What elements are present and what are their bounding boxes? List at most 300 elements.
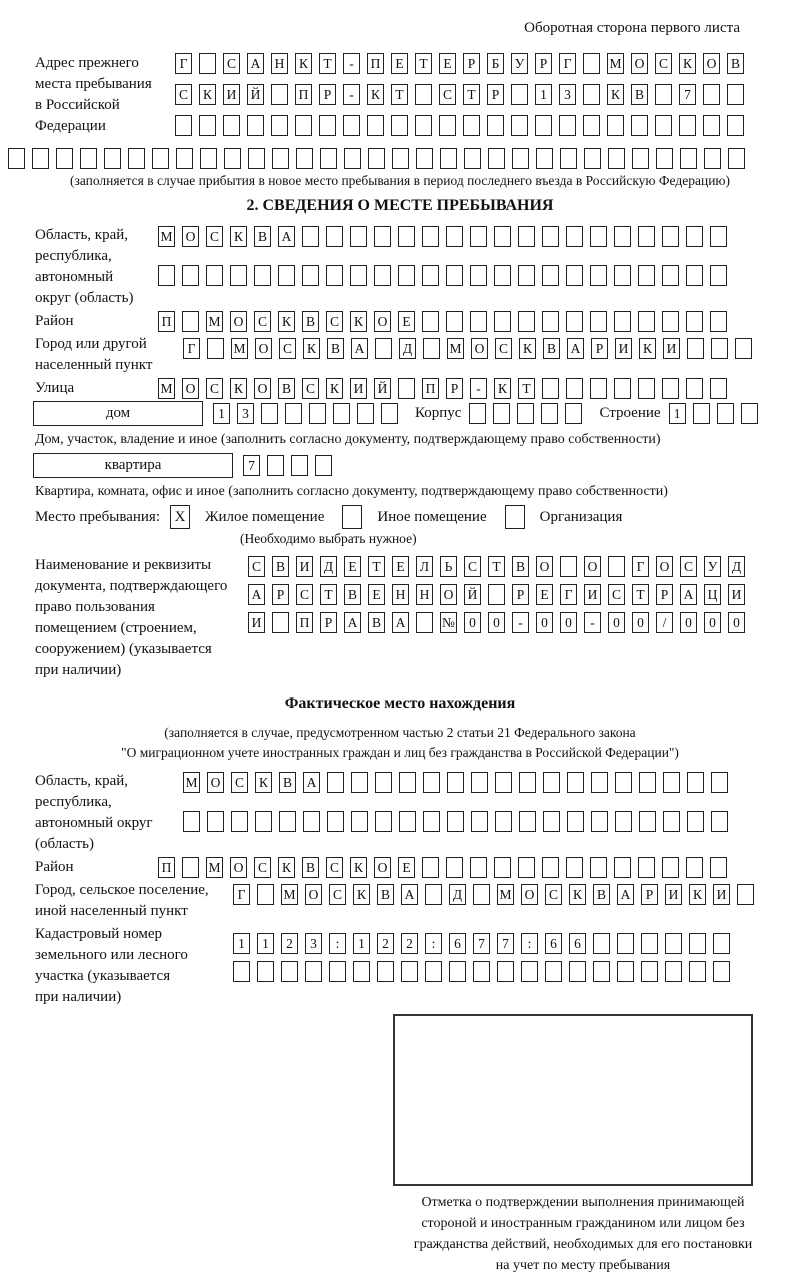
char-box[interactable] xyxy=(663,772,680,793)
char-box[interactable] xyxy=(521,961,538,982)
char-box[interactable]: С xyxy=(464,556,481,577)
char-box[interactable] xyxy=(469,403,486,424)
char-box[interactable] xyxy=(183,811,200,832)
char-box[interactable]: У xyxy=(511,53,528,74)
char-box[interactable] xyxy=(303,811,320,832)
char-box[interactable] xyxy=(566,378,583,399)
char-box[interactable] xyxy=(128,148,145,169)
char-box[interactable]: К xyxy=(607,84,624,105)
char-box[interactable] xyxy=(471,811,488,832)
char-box[interactable]: С xyxy=(495,338,512,359)
char-box[interactable]: М xyxy=(497,884,514,905)
char-box[interactable] xyxy=(686,226,703,247)
char-box[interactable]: 6 xyxy=(569,933,586,954)
char-box[interactable]: С xyxy=(326,857,343,878)
char-box[interactable]: Т xyxy=(488,556,505,577)
char-box[interactable] xyxy=(639,772,656,793)
char-box[interactable]: А xyxy=(680,584,697,605)
char-box[interactable]: М xyxy=(183,772,200,793)
char-box[interactable]: 0 xyxy=(608,612,625,633)
char-box[interactable] xyxy=(449,961,466,982)
char-box[interactable]: Й xyxy=(464,584,481,605)
char-box[interactable] xyxy=(439,115,456,136)
char-box[interactable]: Р xyxy=(641,884,658,905)
char-box[interactable] xyxy=(200,148,217,169)
char-box[interactable] xyxy=(567,772,584,793)
char-box[interactable]: : xyxy=(425,933,442,954)
char-box[interactable]: С xyxy=(248,556,265,577)
char-box[interactable]: Д xyxy=(728,556,745,577)
char-box[interactable] xyxy=(711,772,728,793)
char-box[interactable] xyxy=(271,84,288,105)
char-box[interactable] xyxy=(182,311,199,332)
char-box[interactable] xyxy=(374,226,391,247)
char-box[interactable] xyxy=(375,811,392,832)
char-box[interactable]: 7 xyxy=(473,933,490,954)
korpus-cells[interactable] xyxy=(469,403,589,424)
char-box[interactable] xyxy=(231,811,248,832)
char-box[interactable]: Г xyxy=(183,338,200,359)
char-box[interactable]: - xyxy=(584,612,601,633)
char-box[interactable]: 1 xyxy=(535,84,552,105)
char-box[interactable] xyxy=(536,148,553,169)
char-box[interactable] xyxy=(399,811,416,832)
char-box[interactable] xyxy=(617,933,634,954)
char-box[interactable] xyxy=(542,311,559,332)
char-box[interactable]: 1 xyxy=(353,933,370,954)
char-box[interactable] xyxy=(422,311,439,332)
char-box[interactable] xyxy=(329,961,346,982)
char-box[interactable]: Ц xyxy=(704,584,721,605)
char-box[interactable] xyxy=(710,378,727,399)
char-box[interactable] xyxy=(689,933,706,954)
char-box[interactable]: М xyxy=(206,311,223,332)
char-box[interactable] xyxy=(279,811,296,832)
char-box[interactable] xyxy=(401,961,418,982)
char-box[interactable]: 0 xyxy=(536,612,553,633)
char-box[interactable]: С xyxy=(302,378,319,399)
char-box[interactable]: 1 xyxy=(669,403,686,424)
char-box[interactable] xyxy=(176,148,193,169)
char-box[interactable]: Т xyxy=(320,584,337,605)
char-box[interactable]: М xyxy=(206,857,223,878)
char-box[interactable] xyxy=(375,338,392,359)
char-box[interactable] xyxy=(494,226,511,247)
fact-oblast-row-2[interactable] xyxy=(183,811,735,832)
previous-address-row-4[interactable] xyxy=(8,148,792,169)
char-box[interactable] xyxy=(206,265,223,286)
char-box[interactable] xyxy=(687,338,704,359)
char-box[interactable] xyxy=(56,148,73,169)
char-box[interactable] xyxy=(662,857,679,878)
char-box[interactable]: С xyxy=(329,884,346,905)
char-box[interactable] xyxy=(302,265,319,286)
char-box[interactable] xyxy=(487,115,504,136)
char-box[interactable]: П xyxy=(422,378,439,399)
char-box[interactable]: У xyxy=(704,556,721,577)
char-box[interactable]: К xyxy=(569,884,586,905)
char-box[interactable]: А xyxy=(392,612,409,633)
char-box[interactable]: № xyxy=(440,612,457,633)
char-box[interactable] xyxy=(591,811,608,832)
char-box[interactable] xyxy=(511,115,528,136)
char-box[interactable] xyxy=(686,857,703,878)
char-box[interactable]: Р xyxy=(656,584,673,605)
char-box[interactable] xyxy=(545,961,562,982)
char-box[interactable] xyxy=(182,857,199,878)
document-row-1[interactable] xyxy=(248,556,752,577)
char-box[interactable]: 0 xyxy=(632,612,649,633)
char-box[interactable] xyxy=(357,403,374,424)
char-box[interactable] xyxy=(727,84,744,105)
char-box[interactable] xyxy=(320,148,337,169)
char-box[interactable] xyxy=(495,811,512,832)
char-box[interactable] xyxy=(158,265,175,286)
char-box[interactable] xyxy=(728,148,745,169)
char-box[interactable]: Д xyxy=(449,884,466,905)
char-box[interactable] xyxy=(686,311,703,332)
char-box[interactable] xyxy=(233,961,250,982)
char-box[interactable]: К xyxy=(689,884,706,905)
char-box[interactable] xyxy=(607,115,624,136)
char-box[interactable]: 0 xyxy=(560,612,577,633)
char-box[interactable]: 6 xyxy=(545,933,562,954)
char-box[interactable] xyxy=(285,403,302,424)
char-box[interactable] xyxy=(560,148,577,169)
char-box[interactable]: / xyxy=(656,612,673,633)
char-box[interactable] xyxy=(615,811,632,832)
char-box[interactable]: И xyxy=(223,84,240,105)
char-box[interactable]: Г xyxy=(559,53,576,74)
char-box[interactable]: М xyxy=(158,378,175,399)
char-box[interactable]: Е xyxy=(344,556,361,577)
char-box[interactable]: - xyxy=(470,378,487,399)
char-box[interactable] xyxy=(614,857,631,878)
char-box[interactable] xyxy=(272,148,289,169)
char-box[interactable]: Н xyxy=(271,53,288,74)
char-box[interactable] xyxy=(248,148,265,169)
char-box[interactable] xyxy=(377,961,394,982)
char-box[interactable] xyxy=(497,961,514,982)
char-box[interactable] xyxy=(291,455,308,476)
char-box[interactable] xyxy=(583,53,600,74)
char-box[interactable] xyxy=(614,378,631,399)
char-box[interactable]: В xyxy=(543,338,560,359)
char-box[interactable] xyxy=(608,556,625,577)
char-box[interactable] xyxy=(254,265,271,286)
char-box[interactable]: Р xyxy=(319,84,336,105)
char-box[interactable]: 0 xyxy=(728,612,745,633)
char-box[interactable] xyxy=(686,378,703,399)
char-box[interactable] xyxy=(542,857,559,878)
char-box[interactable]: Н xyxy=(416,584,433,605)
char-box[interactable]: О xyxy=(471,338,488,359)
char-box[interactable] xyxy=(517,403,534,424)
char-box[interactable] xyxy=(207,338,224,359)
char-box[interactable] xyxy=(255,811,272,832)
char-box[interactable]: Р xyxy=(535,53,552,74)
char-box[interactable] xyxy=(281,961,298,982)
char-box[interactable]: Ь xyxy=(440,556,457,577)
char-box[interactable] xyxy=(662,311,679,332)
char-box[interactable] xyxy=(542,226,559,247)
char-box[interactable]: 1 xyxy=(233,933,250,954)
char-box[interactable] xyxy=(704,148,721,169)
fact-kadastr-row-2[interactable] xyxy=(233,961,737,982)
char-box[interactable] xyxy=(224,148,241,169)
char-box[interactable] xyxy=(473,884,490,905)
char-box[interactable] xyxy=(399,772,416,793)
char-box[interactable]: М xyxy=(281,884,298,905)
char-box[interactable] xyxy=(416,148,433,169)
char-box[interactable] xyxy=(464,148,481,169)
char-box[interactable]: С xyxy=(206,378,223,399)
char-box[interactable] xyxy=(32,148,49,169)
char-box[interactable] xyxy=(199,53,216,74)
char-box[interactable] xyxy=(631,115,648,136)
char-box[interactable]: Б xyxy=(487,53,504,74)
stay-type-other-checkbox[interactable] xyxy=(342,505,369,529)
char-box[interactable]: В xyxy=(344,584,361,605)
char-box[interactable]: А xyxy=(303,772,320,793)
char-box[interactable] xyxy=(711,338,728,359)
char-box[interactable] xyxy=(656,148,673,169)
kvartira-field[interactable]: квартира xyxy=(33,453,233,478)
char-box[interactable]: Т xyxy=(415,53,432,74)
char-box[interactable] xyxy=(381,403,398,424)
char-box[interactable] xyxy=(305,961,322,982)
char-box[interactable]: М xyxy=(607,53,624,74)
char-box[interactable] xyxy=(327,811,344,832)
char-box[interactable]: К xyxy=(255,772,272,793)
char-box[interactable] xyxy=(367,115,384,136)
char-box[interactable]: К xyxy=(326,378,343,399)
char-box[interactable]: И xyxy=(584,584,601,605)
char-box[interactable]: С xyxy=(254,311,271,332)
char-box[interactable] xyxy=(398,378,415,399)
char-box[interactable] xyxy=(440,148,457,169)
char-box[interactable]: К xyxy=(350,857,367,878)
char-box[interactable]: П xyxy=(367,53,384,74)
char-box[interactable]: А xyxy=(351,338,368,359)
char-box[interactable]: И xyxy=(296,556,313,577)
char-box[interactable]: О xyxy=(374,857,391,878)
char-box[interactable]: М xyxy=(447,338,464,359)
char-box[interactable]: В xyxy=(368,612,385,633)
char-box[interactable] xyxy=(655,115,672,136)
char-box[interactable] xyxy=(727,115,744,136)
char-box[interactable] xyxy=(423,811,440,832)
char-box[interactable] xyxy=(590,311,607,332)
char-box[interactable]: П xyxy=(296,612,313,633)
previous-address-row-3[interactable] xyxy=(175,115,751,136)
char-box[interactable]: К xyxy=(199,84,216,105)
char-box[interactable]: О xyxy=(703,53,720,74)
char-box[interactable] xyxy=(519,811,536,832)
char-box[interactable]: - xyxy=(512,612,529,633)
char-box[interactable] xyxy=(663,811,680,832)
char-box[interactable] xyxy=(319,115,336,136)
char-box[interactable] xyxy=(423,338,440,359)
char-box[interactable] xyxy=(343,115,360,136)
char-box[interactable] xyxy=(446,265,463,286)
char-box[interactable] xyxy=(662,378,679,399)
char-box[interactable]: Е xyxy=(398,857,415,878)
char-box[interactable]: В xyxy=(512,556,529,577)
char-box[interactable] xyxy=(374,265,391,286)
char-box[interactable]: О xyxy=(182,226,199,247)
char-box[interactable]: В xyxy=(302,311,319,332)
char-box[interactable] xyxy=(295,115,312,136)
char-box[interactable]: О xyxy=(230,311,247,332)
char-box[interactable] xyxy=(350,226,367,247)
stroenie-cells[interactable] xyxy=(669,403,765,424)
char-box[interactable] xyxy=(175,115,192,136)
char-box[interactable] xyxy=(615,772,632,793)
char-box[interactable] xyxy=(737,884,754,905)
char-box[interactable] xyxy=(326,265,343,286)
char-box[interactable] xyxy=(567,811,584,832)
char-box[interactable] xyxy=(711,811,728,832)
char-box[interactable] xyxy=(713,933,730,954)
char-box[interactable] xyxy=(584,148,601,169)
char-box[interactable] xyxy=(591,772,608,793)
char-box[interactable]: И xyxy=(713,884,730,905)
char-box[interactable] xyxy=(495,772,512,793)
char-box[interactable] xyxy=(261,403,278,424)
char-box[interactable] xyxy=(351,772,368,793)
char-box[interactable] xyxy=(315,455,332,476)
char-box[interactable]: Г xyxy=(632,556,649,577)
char-box[interactable] xyxy=(104,148,121,169)
char-box[interactable]: 6 xyxy=(449,933,466,954)
char-box[interactable] xyxy=(278,265,295,286)
char-box[interactable]: О xyxy=(521,884,538,905)
char-box[interactable] xyxy=(446,226,463,247)
char-box[interactable] xyxy=(693,403,710,424)
char-box[interactable]: - xyxy=(343,53,360,74)
char-box[interactable] xyxy=(182,265,199,286)
char-box[interactable] xyxy=(392,148,409,169)
char-box[interactable] xyxy=(641,961,658,982)
char-box[interactable] xyxy=(680,148,697,169)
char-box[interactable] xyxy=(569,961,586,982)
char-box[interactable]: О xyxy=(656,556,673,577)
char-box[interactable]: 3 xyxy=(237,403,254,424)
char-box[interactable]: К xyxy=(494,378,511,399)
char-box[interactable] xyxy=(665,933,682,954)
char-box[interactable] xyxy=(542,265,559,286)
char-box[interactable] xyxy=(590,226,607,247)
char-box[interactable] xyxy=(566,311,583,332)
char-box[interactable] xyxy=(593,933,610,954)
char-box[interactable] xyxy=(494,857,511,878)
char-box[interactable]: О xyxy=(254,378,271,399)
char-box[interactable] xyxy=(296,148,313,169)
char-box[interactable]: О xyxy=(305,884,322,905)
char-box[interactable] xyxy=(267,455,284,476)
char-box[interactable]: Г xyxy=(175,53,192,74)
dom-number-cells[interactable] xyxy=(213,403,405,424)
char-box[interactable]: А xyxy=(278,226,295,247)
char-box[interactable] xyxy=(518,857,535,878)
char-box[interactable]: В xyxy=(272,556,289,577)
char-box[interactable] xyxy=(638,265,655,286)
char-box[interactable] xyxy=(655,84,672,105)
char-box[interactable] xyxy=(425,884,442,905)
char-box[interactable]: Е xyxy=(439,53,456,74)
char-box[interactable]: Й xyxy=(374,378,391,399)
char-box[interactable] xyxy=(632,148,649,169)
char-box[interactable]: К xyxy=(295,53,312,74)
char-box[interactable] xyxy=(446,311,463,332)
char-box[interactable]: 0 xyxy=(704,612,721,633)
char-box[interactable] xyxy=(559,115,576,136)
char-box[interactable]: К xyxy=(639,338,656,359)
char-box[interactable]: К xyxy=(278,857,295,878)
char-box[interactable]: Е xyxy=(391,53,408,74)
char-box[interactable]: В xyxy=(377,884,394,905)
char-box[interactable]: А xyxy=(247,53,264,74)
char-box[interactable]: 2 xyxy=(401,933,418,954)
char-box[interactable]: : xyxy=(521,933,538,954)
char-box[interactable] xyxy=(302,226,319,247)
char-box[interactable]: Р xyxy=(272,584,289,605)
char-box[interactable] xyxy=(593,961,610,982)
char-box[interactable]: В xyxy=(279,772,296,793)
char-box[interactable]: 3 xyxy=(559,84,576,105)
char-box[interactable] xyxy=(590,265,607,286)
char-box[interactable]: С xyxy=(231,772,248,793)
char-box[interactable]: А xyxy=(248,584,265,605)
char-box[interactable]: 0 xyxy=(464,612,481,633)
char-box[interactable] xyxy=(614,311,631,332)
char-box[interactable] xyxy=(309,403,326,424)
char-box[interactable] xyxy=(375,772,392,793)
kvartira-number-cells[interactable] xyxy=(243,455,339,476)
char-box[interactable] xyxy=(512,148,529,169)
stay-type-residential-checkbox[interactable] xyxy=(170,505,197,529)
char-box[interactable] xyxy=(470,226,487,247)
char-box[interactable] xyxy=(703,84,720,105)
char-box[interactable] xyxy=(566,265,583,286)
char-box[interactable]: В xyxy=(278,378,295,399)
char-box[interactable]: И xyxy=(350,378,367,399)
char-box[interactable] xyxy=(247,115,264,136)
char-box[interactable] xyxy=(543,772,560,793)
char-box[interactable] xyxy=(741,403,758,424)
char-box[interactable]: 3 xyxy=(305,933,322,954)
dom-field[interactable]: дом xyxy=(33,401,203,426)
char-box[interactable]: И xyxy=(615,338,632,359)
char-box[interactable] xyxy=(422,226,439,247)
char-box[interactable]: Д xyxy=(399,338,416,359)
char-box[interactable] xyxy=(679,115,696,136)
char-box[interactable]: П xyxy=(295,84,312,105)
char-box[interactable]: О xyxy=(207,772,224,793)
char-box[interactable] xyxy=(415,84,432,105)
char-box[interactable] xyxy=(494,311,511,332)
document-row-2[interactable] xyxy=(248,584,752,605)
char-box[interactable]: 1 xyxy=(213,403,230,424)
char-box[interactable] xyxy=(662,226,679,247)
char-box[interactable] xyxy=(710,265,727,286)
char-box[interactable] xyxy=(368,148,385,169)
char-box[interactable]: Р xyxy=(463,53,480,74)
char-box[interactable]: Т xyxy=(463,84,480,105)
char-box[interactable]: К xyxy=(353,884,370,905)
char-box[interactable] xyxy=(272,612,289,633)
